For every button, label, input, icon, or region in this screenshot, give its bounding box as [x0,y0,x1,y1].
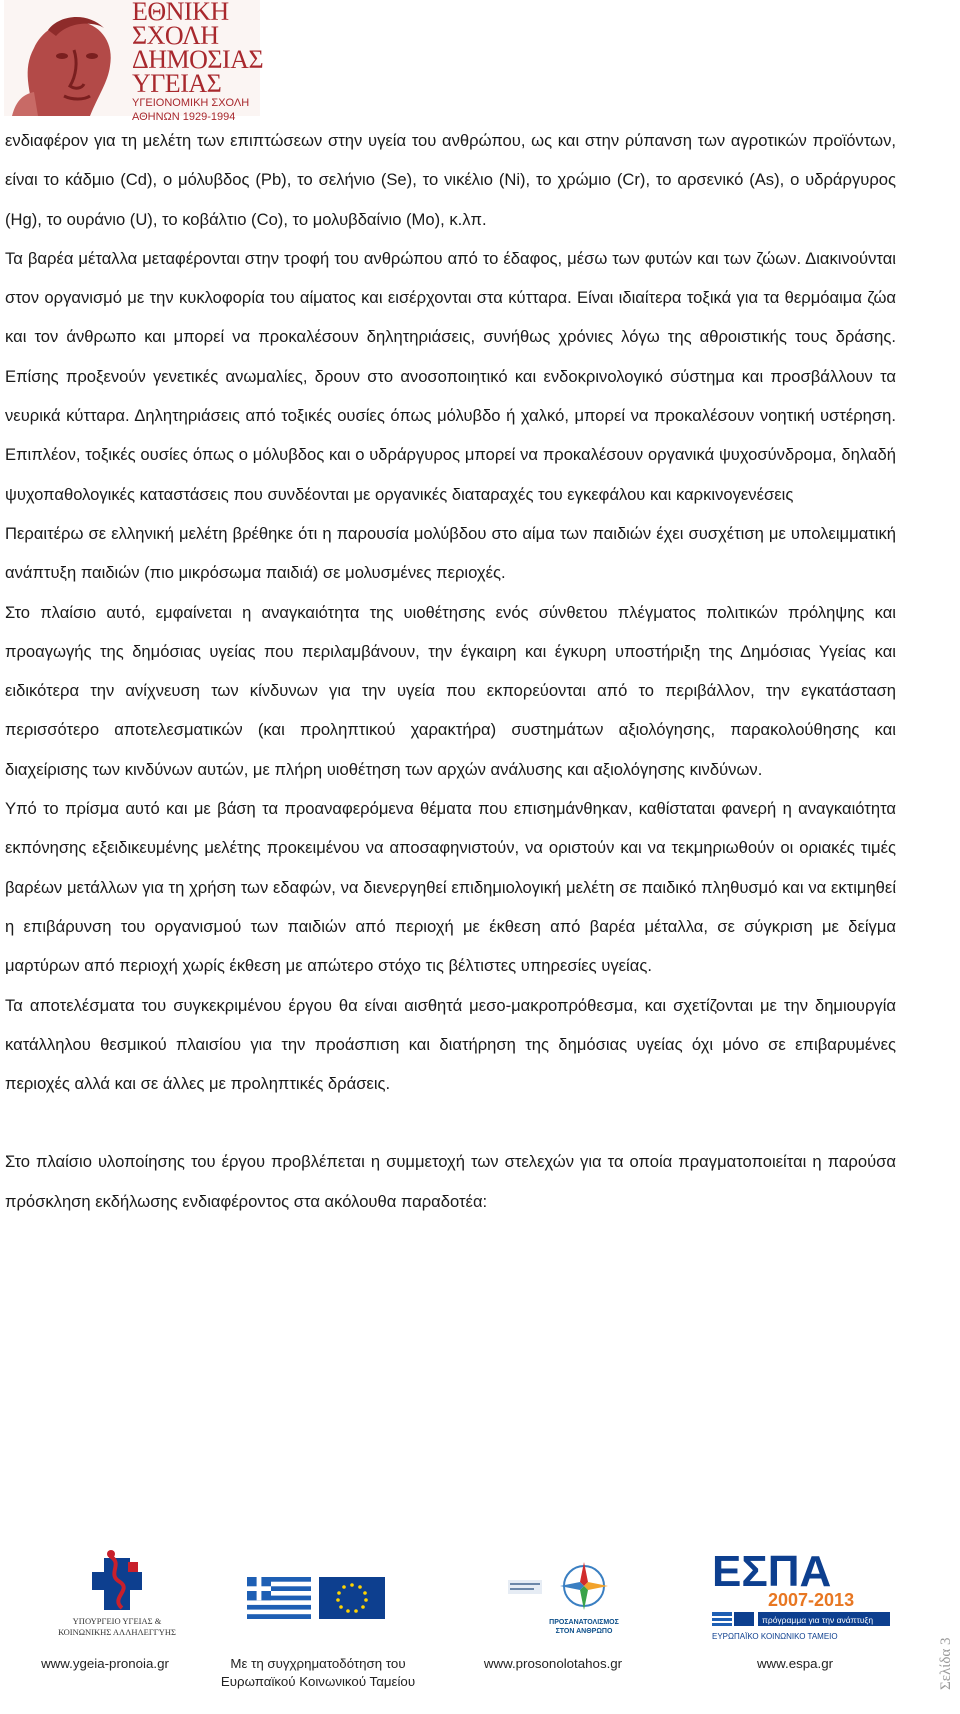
paragraph: Τα αποτελέσματα του συγκεκριμένου έργου θα είναι αισθητά μεσο-μακροπρόθεσμα, και σχετίζονται με την δημιουργία κατάλληλου θεσμικού πλαισίου για την προάσπιση και διατήρηση της δημόσιας υγείας όχι μόνο σε επιβαρυμένες περιοχές αλλά και σε άλλες με προληπτικές δράσεις. [5,995,896,1094]
medical-cross-icon [52,1548,182,1614]
espa-slogan: πρόγραμμα για την ανάπτυξη [762,1615,874,1625]
greek-eu-flags-icon [247,1574,385,1622]
paragraph: Περαιτέρω σε ελληνική μελέτη βρέθηκε ότι η παρουσία μολύβδου στο αίμα των παιδιών έχει συσχέτιση με υπολειμματική ανάπτυξη παιδιών (πιο μικρόσωμα παιδιά) σε μολυσμένες περιοχές. [5,523,896,583]
espa-fund: ΕΥΡΩΠΑΪΚΟ ΚΟΙΝΩΝΙΚΟ ΤΑΜΕΙΟ [712,1632,838,1641]
espa-title: ΕΣΠΑ [712,1547,832,1596]
footer-cofunding-note: Με τη συγχρηματοδότηση του Ευρωπαϊκού Κοινωνικού Ταμείου [220,1656,416,1689]
logo-line2: ΣΧΟΛΗ [132,21,219,50]
paragraph: Υπό το πρίσμα αυτό και με βάση τα προαναφερόμενα θέματα που επισημάνθηκαν, καθίσταται φανερή η αναγκαιότητα εκπόνησης εξειδικευμένης μελέτης προκειμένου να αποσαφηνιστούν, να οριστούν και να τεκμηριωθούν οι οριακές τιμές βαρέων μετάλλων για τη χρήση των εδαφών, να διενεργηθεί επιδημιολογική μελέτη σε παιδικό πληθυσμό και να εκτιμηθεί η επιβάρυνση του οργανισμού των παιδιών από περιοχή με έκθεση από βαρέα μέταλλα, σε σύγκριση με δείγμα μαρτύρων από περιοχή χωρίς έκθεση με απώτερο στόχο τις βέλτιστες υπηρεσίες υγείας. [5,799,896,976]
paragraph: Στο πλαίσιο αυτό, εμφαίνεται η αναγκαιότητα της υιοθέτησης ενός σύνθετου πλέγματος πολιτικών πρόληψης και προαγωγής της δημόσιας υγείας που περιλαμβάνουν, την έγκαιρη και έγκυρη υποστήριξη της Δημόσιας Υγείας και ειδικότερα την ανίχνευση των κίνδυνων για την υγεία που εκπορεύονται από το περιβάλλον, την εγκατάσταση περισσότερο αποτελεσματικών (και προληπτικού χαρακτήρα) συστημάτων αξιολόγησης, παρακολούθησης και διαχείρισης των κινδύνων αυτών, με πλήρη υιοθέτηση των αρχών ανάλυσης και αξιολόγησης κινδύνων. [5,602,896,779]
school-logo [4,0,264,123]
logo-subtitle1: ΥΓΕΙΟΝΟΜΙΚΗ ΣΧΟΛΗ [132,97,250,109]
footer-link-prosonolotahos[interactable]: www.prosonolotahos.gr [483,1656,623,1671]
ministry-logo [52,1548,182,1646]
compass-star-icon [500,1558,640,1618]
paragraph: Τα βαρέα μέταλλα μεταφέρονται στην τροφή του ανθρώπου από το έδαφος, μέσω των φυτών και των ζώων. Διακινούνται στον οργανισμό με την κυκλοφορία του αίματος και εισέρχονται στα κύτταρα. Είναι ιδιαίτερα τοξικά για τα θερμόαιμα ζώα και τον άνθρωπο και μπορεί να προκαλέσουν δηλητηριάσεις, συνήθως χρόνιες λόγω της αθροιστικής τους δράσης. Επίσης προξενούν γενετικές ανωμαλίες, δρουν στο ανοσοποιητικό και ενδοκρινολογικό σύστημα και προσβάλλουν τα νευρικά κύτταρα. Δηλητηριάσεις από τοξικές ουσίες όπως μόλυβδο ή χαλκό, μπορεί να προκαλέσουν νοητική υστέρηση. Επιπλέον, τοξικές ουσίες όπως ο μόλυβδος και ο υδράργυρος μπορεί να προκαλέσουν οργανικά ψυχοσύνδρομα, δηλαδή ψυχοπαθολογικές καταστάσεις που συνδέονται με οργανικές διαταραχές του εγκεφάλου και καρκινογενέσεις [5,248,896,504]
paragraph: Στο πλαίσιο υλοποίησης του έργου προβλέπεται η συμμετοχή των στελεχών για τα οποία πραγματοποιείται η παρούσα πρόσκληση εκδήλωσης ενδιαφέροντος στα ακόλουθα παραδοτέα: [5,1152,896,1211]
footer-link-ygeia[interactable]: www.ygeia-pronoia.gr [41,1656,169,1671]
footer-logos [0,1540,960,1650]
logo-line1: ΕΘΝΙΚΗ [132,0,229,26]
logo-subtitle2: ΑΘΗΝΩΝ 1929-1994 [132,111,236,123]
espa-years: 2007-2013 [768,1590,855,1610]
page-number: Σελίδα 3 [938,1637,954,1690]
ministry-caption-line2: ΚΟΙΝΩΝΙΚΗΣ ΑΛΛΗΛΕΓΓΥΗΣ [58,1627,176,1637]
program-caption-line2: ΣΤΟΝ ΑΝΘΡΩΠΟ [555,1628,613,1635]
footer-link-espa[interactable]: www.espa.gr [756,1656,834,1671]
document-body [5,121,896,1221]
espa-logo-icon [708,1546,898,1646]
paragraph: ενδιαφέρον για τη μελέτη των επιπτώσεων στην υγεία του ανθρώπου, ως και στην ρύπανση των αγροτικών προϊόντων, είναι το κάδμιο (Cd), ο μόλυβδος (Pb), το σελήνιο (Se), το νικέλιο (Ni), το χρώμιο (Cr), το αρσενικό (As), ο υδράργυρος (Hg), το ουράνιο (U), το κοβάλτιο (Co), το μολυβδαίνιο (Mo), κ.λπ. [5,131,896,229]
ministry-caption-line1: ΥΠΟΥΡΓΕΙΟ ΥΓΕΙΑΣ & [72,1616,162,1626]
program-logo [500,1558,640,1648]
statue-head-icon [4,0,130,116]
logo-line3: ΔΗΜΟΣΙΑΣ [132,45,264,74]
program-caption-line1: ΠΡΟΣΑΝΑΤΟΛΙΣΜΟΣ [549,1619,619,1626]
logo-line4: ΥΓΕΙΑΣ [132,69,222,98]
